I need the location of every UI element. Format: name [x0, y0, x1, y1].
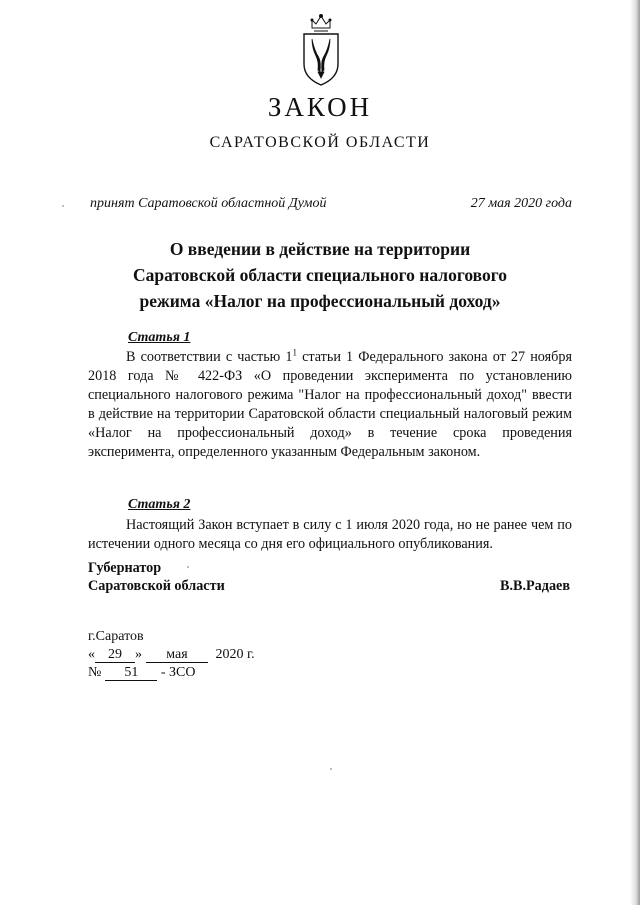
scan-speck [330, 768, 332, 770]
law-number [88, 665, 195, 681]
sterlet-fish-icon [312, 39, 330, 78]
signatory-name: В.В.Радаев [499, 578, 570, 594]
article-1-title: Статья 1 [128, 330, 191, 345]
signatory-title: Губернатор [88, 560, 162, 576]
article-2-text: Настоящий Закон вступает в силу с 1 июля 2020 года, но не ранее чем по истечении одного месяца со дня его официального опубликования. [88, 517, 572, 552]
crown-icon [311, 15, 331, 32]
number-suffix: - ЗСО [160, 665, 196, 680]
date-open-quote: « [88, 647, 95, 662]
date-year: 2020 г. [215, 647, 255, 662]
heading-line: Саратовской области специального налогового [133, 265, 507, 285]
number-value: 51 [105, 665, 157, 681]
article-1-body [88, 348, 572, 462]
adoption-date: 27 мая 2020 года [470, 196, 572, 211]
law-title: ЗАКОН [267, 92, 373, 122]
article-2-title: Статья 2 [128, 497, 191, 512]
document-heading [60, 236, 580, 314]
signatory-region: Саратовской области [88, 578, 225, 594]
article-1-text-rest: статьи 1 Федерального закона от 27 ноября 2018 года № 422-ФЗ «О проведении эксперимента по установлению специального налогового режима "Налог на профессиональный доход" ввести в действие на территории Саратовской области специальный налоговый режим «Налог на профессиональный доход» в течение срока проведения эксперимента, определенного указанным Федеральным законом. [88, 349, 572, 460]
coat-of-arms-emblem [300, 12, 342, 88]
scan-edge [630, 0, 640, 905]
article-2-body [88, 516, 572, 554]
scan-speck [62, 205, 64, 207]
signing-date [88, 647, 255, 663]
scan-speck [187, 566, 189, 568]
law-region: САРАТОВСКОЙ ОБЛАСТИ [209, 134, 431, 151]
article-1-superscript: 1 [292, 347, 297, 358]
number-label: № [88, 665, 102, 680]
signing-place: г.Саратов [88, 629, 144, 644]
adopted-by: принят Саратовской областной Думой [90, 196, 327, 211]
date-day: 29 [95, 647, 135, 663]
article-1-text-start: В соответствии с частью 1 [126, 349, 293, 365]
date-close-quote: » [135, 647, 142, 662]
date-month: мая [146, 647, 208, 663]
heading-line: режима «Налог на профессиональный доход» [139, 291, 501, 311]
heading-line: О введении в действие на территории [169, 239, 471, 259]
